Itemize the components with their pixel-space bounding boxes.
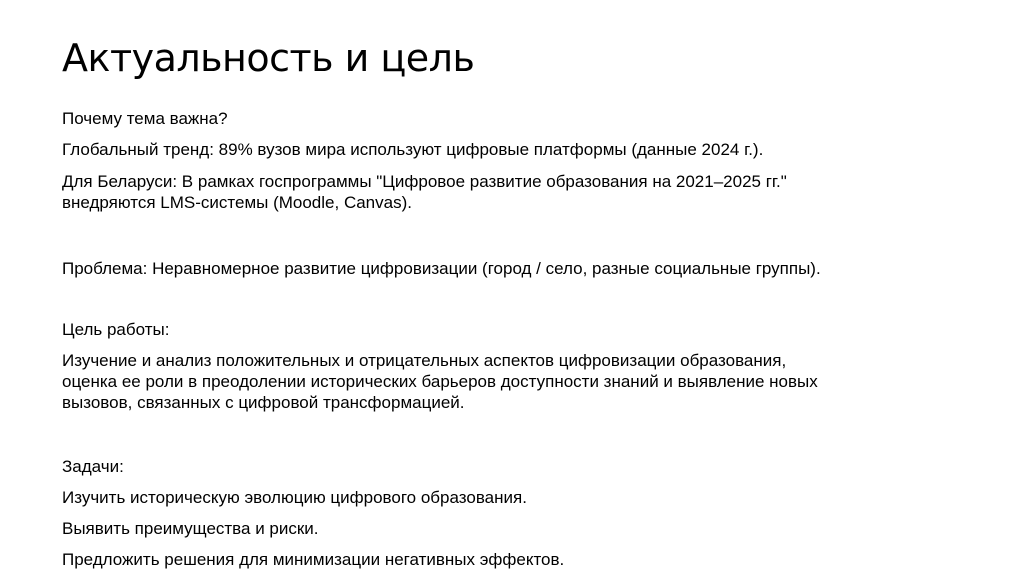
task-item-2: Выявить преимущества и риски.	[62, 519, 319, 538]
goal-text-line-1: Изучение и анализ положительных и отрицательных аспектов цифровизации образования,	[62, 351, 787, 370]
global-trend-text: Глобальный тренд: 89% вузов мира используют цифровые платформы (данные 2024 г.).	[62, 140, 764, 159]
belarus-text-line-1: Для Беларуси: В рамках госпрограммы "Цифровое развитие образования на 2021–2025 гг."	[62, 172, 787, 191]
task-item-3: Предложить решения для минимизации негативных эффектов.	[62, 550, 565, 569]
goal-heading: Цель работы:	[62, 320, 170, 339]
goal-text-line-3: вызовов, связанных с цифровой трансформацией.	[62, 393, 465, 412]
tasks-heading: Задачи:	[62, 457, 124, 476]
slide-title: Актуальность и цель	[62, 36, 475, 80]
task-item-1: Изучить историческую эволюцию цифрового образования.	[62, 488, 527, 507]
question-heading: Почему тема важна?	[62, 109, 228, 128]
belarus-text-line-2: внедряются LMS-системы (Moodle, Canvas).	[62, 193, 412, 212]
goal-text-line-2: оценка ее роли в преодолении исторических барьеров доступности знаний и выявление новых	[62, 372, 818, 391]
problem-text: Проблема: Неравномерное развитие цифровизации (город / село, разные социальные группы).	[62, 259, 821, 278]
